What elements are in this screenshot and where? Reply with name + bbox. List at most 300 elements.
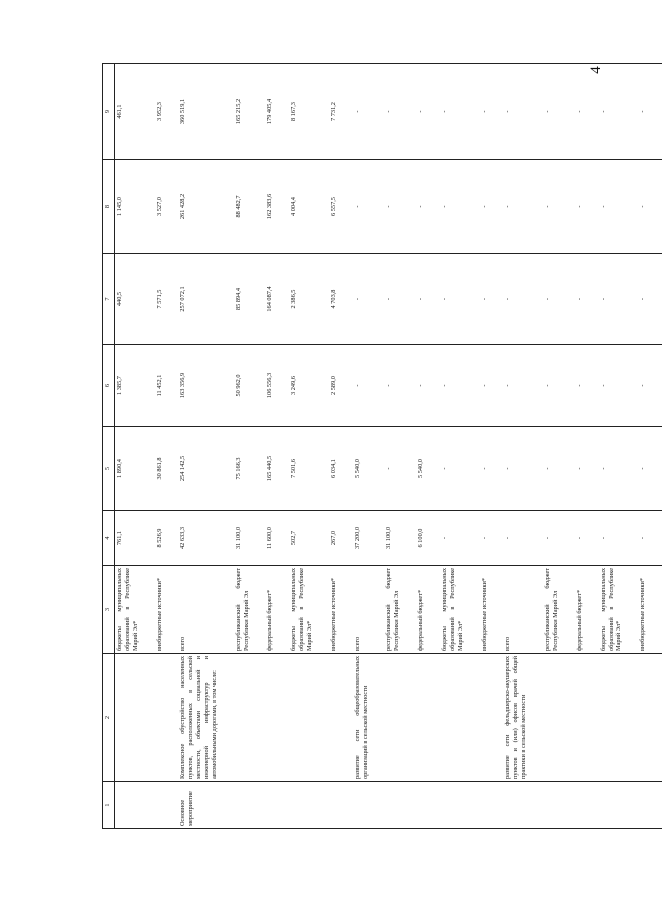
value-cell-col-8: - xyxy=(440,160,466,254)
spacer-cell xyxy=(426,160,440,254)
spacer-cell xyxy=(585,64,599,160)
value-cell-col-7: 257 072,1 xyxy=(178,254,219,345)
spacer-cell xyxy=(489,511,503,566)
page-number: 4 xyxy=(588,66,604,74)
table-row xyxy=(384,64,402,829)
value-cell-col-5: 165 440,5 xyxy=(265,427,275,511)
spacer-cell xyxy=(370,566,384,654)
row-event-name xyxy=(543,654,561,782)
spacer-cell xyxy=(426,654,440,782)
value-cell-col-9: - xyxy=(440,64,466,160)
row-event-name xyxy=(416,654,426,782)
value-cell-col-9: 8 167,3 xyxy=(289,64,315,160)
spacer-cell xyxy=(648,654,662,782)
value-cell-col-4: - xyxy=(503,511,529,566)
row-event-name: развитие сети общеобразовательных организаций в сельской местности xyxy=(353,654,371,782)
spacer-cell xyxy=(402,345,416,427)
value-cell-col-7: - xyxy=(543,254,561,345)
value-cell-col-8: 1 145,0 xyxy=(115,160,141,254)
value-cell-col-5: 7 501,6 xyxy=(289,427,315,511)
spacer-cell xyxy=(220,782,234,829)
spacer-cell xyxy=(426,566,440,654)
spacer-cell xyxy=(370,427,384,511)
spacer-cell xyxy=(339,160,353,254)
spacer-cell xyxy=(275,782,289,829)
value-cell-col-4: - xyxy=(599,511,625,566)
value-cell-col-6: 106 556,3 xyxy=(265,345,275,427)
row-category xyxy=(234,782,252,829)
rotated-table-container xyxy=(102,64,647,829)
value-cell-col-9: 360 519,1 xyxy=(178,64,219,160)
spacer-cell xyxy=(585,160,599,254)
value-cell-col-4: - xyxy=(575,511,585,566)
spacer-cell xyxy=(220,254,234,345)
value-cell-col-8: - xyxy=(353,160,371,254)
spacer-cell xyxy=(220,511,234,566)
spacer-cell xyxy=(402,254,416,345)
row-spacer xyxy=(251,64,265,829)
row-category xyxy=(329,782,339,829)
spacer-cell xyxy=(164,566,178,654)
row-funding-source: бюджеты муниципальных образований в Республике Марий Эл* xyxy=(440,566,466,654)
spacer-cell xyxy=(489,782,503,829)
value-cell-col-7: - xyxy=(575,254,585,345)
row-event-name xyxy=(329,654,339,782)
spacer-cell xyxy=(426,64,440,160)
spacer-cell xyxy=(370,654,384,782)
spacer-cell xyxy=(339,782,353,829)
row-funding-source: республиканский бюджет Республики Марий Эл xyxy=(384,566,402,654)
column-header-4: 4 xyxy=(103,511,115,566)
value-cell-col-7: 440,5 xyxy=(115,254,141,345)
row-funding-source: федеральный бюджет* xyxy=(265,566,275,654)
value-cell-col-6: - xyxy=(638,345,648,427)
spacer-cell xyxy=(585,254,599,345)
spacer-cell xyxy=(370,511,384,566)
row-spacer xyxy=(402,64,416,829)
value-cell-col-7: - xyxy=(353,254,371,345)
spacer-cell xyxy=(141,427,155,511)
spacer-cell xyxy=(529,160,543,254)
value-cell-col-6: - xyxy=(416,345,426,427)
value-cell-col-8: - xyxy=(416,160,426,254)
spacer-cell xyxy=(624,511,638,566)
row-spacer xyxy=(529,64,543,829)
spacer-cell xyxy=(489,427,503,511)
spacer-cell xyxy=(624,345,638,427)
spacer-cell xyxy=(466,427,480,511)
value-cell-col-8: - xyxy=(575,160,585,254)
row-funding-source: федеральный бюджет* xyxy=(416,566,426,654)
spacer-cell xyxy=(426,427,440,511)
row-event-name xyxy=(480,654,490,782)
value-cell-col-4: - xyxy=(638,511,648,566)
table-row xyxy=(543,64,561,829)
row-event-name xyxy=(575,654,585,782)
spacer-cell xyxy=(529,511,543,566)
value-cell-col-8: - xyxy=(384,160,402,254)
value-cell-col-6: - xyxy=(543,345,561,427)
value-cell-col-6: - xyxy=(503,345,529,427)
spacer-cell xyxy=(489,566,503,654)
value-cell-col-8: - xyxy=(638,160,648,254)
table-row xyxy=(575,64,585,829)
value-cell-col-5: 75 166,3 xyxy=(234,427,252,511)
row-category xyxy=(638,782,648,829)
value-cell-col-7: - xyxy=(440,254,466,345)
spacer-cell xyxy=(648,511,662,566)
value-cell-col-4: 6 100,0 xyxy=(416,511,426,566)
spacer-cell xyxy=(561,160,575,254)
spacer-cell xyxy=(624,254,638,345)
value-cell-col-5: 5 540,0 xyxy=(416,427,426,511)
table-row xyxy=(155,64,165,829)
spacer-cell xyxy=(624,782,638,829)
row-event-name xyxy=(234,654,252,782)
value-cell-col-5: - xyxy=(543,427,561,511)
row-spacer xyxy=(426,64,440,829)
value-cell-col-4: 502,7 xyxy=(289,511,315,566)
row-spacer xyxy=(370,64,384,829)
spacer-cell xyxy=(466,160,480,254)
spacer-cell xyxy=(275,64,289,160)
table-row xyxy=(416,64,426,829)
spacer-cell xyxy=(251,782,265,829)
spacer-cell xyxy=(339,511,353,566)
table-row xyxy=(234,64,252,829)
spacer-cell xyxy=(489,254,503,345)
column-header-6: 6 xyxy=(103,345,115,427)
value-cell-col-4: - xyxy=(543,511,561,566)
spacer-cell xyxy=(648,254,662,345)
spacer-cell xyxy=(426,345,440,427)
spacer-cell xyxy=(164,160,178,254)
value-cell-col-7: - xyxy=(384,254,402,345)
row-category xyxy=(440,782,466,829)
value-cell-col-9: - xyxy=(480,64,490,160)
value-cell-col-4: 11 600,0 xyxy=(265,511,275,566)
value-cell-col-8: 88 482,7 xyxy=(234,160,252,254)
spacer-cell xyxy=(164,345,178,427)
spacer-cell xyxy=(370,160,384,254)
value-cell-col-4: 8 526,9 xyxy=(155,511,165,566)
value-cell-col-6: 163 356,9 xyxy=(178,345,219,427)
row-event-name: развитие сети фельдшерско-акушерских пунктов и (или) офисов врачей общей практики в сельской местности xyxy=(503,654,529,782)
row-category xyxy=(353,782,371,829)
spacer-cell xyxy=(466,345,480,427)
value-cell-col-9: 3 952,3 xyxy=(155,64,165,160)
row-event-name xyxy=(384,654,402,782)
row-category xyxy=(289,782,315,829)
value-cell-col-5: - xyxy=(384,427,402,511)
spacer-cell xyxy=(402,511,416,566)
value-cell-col-6: - xyxy=(599,345,625,427)
value-cell-col-7: - xyxy=(638,254,648,345)
spacer-cell xyxy=(164,511,178,566)
row-spacer xyxy=(585,64,599,829)
value-cell-col-9: 179 405,4 xyxy=(265,64,275,160)
row-event-name xyxy=(638,654,648,782)
spacer-cell xyxy=(585,427,599,511)
value-cell-col-8: 4 004,4 xyxy=(289,160,315,254)
value-cell-col-6: 50 962,0 xyxy=(234,345,252,427)
table-row xyxy=(440,64,466,829)
spacer-cell xyxy=(251,160,265,254)
row-funding-source: всего xyxy=(178,566,219,654)
spacer-cell xyxy=(466,782,480,829)
row-spacer xyxy=(220,64,234,829)
spacer-cell xyxy=(141,654,155,782)
value-cell-col-6: 3 249,6 xyxy=(289,345,315,427)
row-funding-source: республиканский бюджет Республики Марий Эл xyxy=(543,566,561,654)
spacer-cell xyxy=(585,782,599,829)
spacer-cell xyxy=(315,254,329,345)
value-cell-col-5: - xyxy=(480,427,490,511)
row-funding-source: бюджеты муниципальных образований в Республике Марий Эл* xyxy=(599,566,625,654)
value-cell-col-8: 261 428,2 xyxy=(178,160,219,254)
table-body xyxy=(115,64,662,829)
row-category xyxy=(265,782,275,829)
value-cell-col-4: 31 100,0 xyxy=(384,511,402,566)
spacer-cell xyxy=(624,160,638,254)
spacer-cell xyxy=(164,254,178,345)
spacer-cell xyxy=(339,64,353,160)
spacer-cell xyxy=(339,427,353,511)
spacer-cell xyxy=(141,160,155,254)
spacer-cell xyxy=(275,566,289,654)
spacer-cell xyxy=(141,566,155,654)
value-cell-col-7: - xyxy=(503,254,529,345)
spacer-cell xyxy=(624,566,638,654)
table-row xyxy=(289,64,315,829)
spacer-cell xyxy=(339,345,353,427)
value-cell-col-7: - xyxy=(480,254,490,345)
spacer-cell xyxy=(141,64,155,160)
value-cell-col-8: - xyxy=(503,160,529,254)
value-cell-col-9: 165 215,2 xyxy=(234,64,252,160)
spacer-cell xyxy=(251,427,265,511)
row-spacer xyxy=(466,64,480,829)
row-funding-source: внебюджетные источники* xyxy=(155,566,165,654)
spacer-cell xyxy=(489,64,503,160)
value-cell-col-9: 461,1 xyxy=(115,64,141,160)
spacer-cell xyxy=(489,345,503,427)
spacer-cell xyxy=(426,511,440,566)
spacer-cell xyxy=(315,654,329,782)
row-event-name xyxy=(155,654,165,782)
spacer-cell xyxy=(466,511,480,566)
spacer-cell xyxy=(164,427,178,511)
spacer-cell xyxy=(402,654,416,782)
value-cell-col-7: 2 386,5 xyxy=(289,254,315,345)
value-cell-col-6: 11 452,1 xyxy=(155,345,165,427)
row-category xyxy=(543,782,561,829)
row-funding-source: бюджеты муниципальных образований в Республике Марий Эл* xyxy=(289,566,315,654)
value-cell-col-9: - xyxy=(353,64,371,160)
value-cell-col-6: - xyxy=(575,345,585,427)
spacer-cell xyxy=(426,782,440,829)
value-cell-col-4: - xyxy=(480,511,490,566)
spacer-cell xyxy=(164,654,178,782)
spacer-cell xyxy=(648,160,662,254)
row-funding-source: всего xyxy=(503,566,529,654)
table-row xyxy=(599,64,625,829)
spacer-cell xyxy=(529,64,543,160)
value-cell-col-5: 254 142,5 xyxy=(178,427,219,511)
row-event-name xyxy=(289,654,315,782)
value-cell-col-6: 2 589,0 xyxy=(329,345,339,427)
spacer-cell xyxy=(624,427,638,511)
row-event-name: Комплексное обустройство населенных пунктов, расположенных в сельской местности, объектами социальной и инженерной инфраструктур и автомобильными дорогами, в том числе: xyxy=(178,654,219,782)
row-event-name xyxy=(440,654,466,782)
table-row xyxy=(480,64,490,829)
spacer-cell xyxy=(585,511,599,566)
spacer-cell xyxy=(275,254,289,345)
row-spacer xyxy=(648,64,662,829)
header-row xyxy=(103,64,115,829)
column-header-2: 2 xyxy=(103,654,115,782)
spacer-cell xyxy=(370,345,384,427)
spacer-cell xyxy=(220,427,234,511)
value-cell-col-9: - xyxy=(599,64,625,160)
column-header-1: 1 xyxy=(103,782,115,829)
row-spacer xyxy=(339,64,353,829)
budget-table xyxy=(102,63,662,829)
spacer-cell xyxy=(370,254,384,345)
value-cell-col-7: - xyxy=(416,254,426,345)
spacer-cell xyxy=(585,654,599,782)
spacer-cell xyxy=(648,782,662,829)
row-category xyxy=(416,782,426,829)
spacer-cell xyxy=(561,254,575,345)
column-header-7: 7 xyxy=(103,254,115,345)
spacer-cell xyxy=(402,64,416,160)
spacer-cell xyxy=(561,782,575,829)
spacer-cell xyxy=(466,64,480,160)
spacer-cell xyxy=(141,782,155,829)
spacer-cell xyxy=(315,345,329,427)
row-event-name xyxy=(265,654,275,782)
row-category xyxy=(575,782,585,829)
spacer-cell xyxy=(402,160,416,254)
spacer-cell xyxy=(624,64,638,160)
value-cell-col-6: - xyxy=(480,345,490,427)
spacer-cell xyxy=(466,566,480,654)
spacer-cell xyxy=(141,511,155,566)
spacer-cell xyxy=(275,160,289,254)
spacer-cell xyxy=(315,427,329,511)
spacer-cell xyxy=(251,254,265,345)
spacer-cell xyxy=(220,160,234,254)
value-cell-col-6: - xyxy=(353,345,371,427)
value-cell-col-8: - xyxy=(543,160,561,254)
row-funding-source: внебюджетные источники* xyxy=(329,566,339,654)
spacer-cell xyxy=(275,427,289,511)
row-category xyxy=(384,782,402,829)
spacer-cell xyxy=(275,654,289,782)
spacer-cell xyxy=(339,566,353,654)
value-cell-col-9: - xyxy=(638,64,648,160)
spacer-cell xyxy=(141,254,155,345)
row-spacer xyxy=(561,64,575,829)
row-event-name xyxy=(115,654,141,782)
spacer-cell xyxy=(164,64,178,160)
spacer-cell xyxy=(370,64,384,160)
spacer-cell xyxy=(466,654,480,782)
value-cell-col-7: 4 703,8 xyxy=(329,254,339,345)
row-spacer xyxy=(164,64,178,829)
value-cell-col-5: 5 540,0 xyxy=(353,427,371,511)
spacer-cell xyxy=(251,511,265,566)
row-category xyxy=(503,782,529,829)
spacer-cell xyxy=(561,427,575,511)
table-row xyxy=(329,64,339,829)
row-spacer xyxy=(489,64,503,829)
value-cell-col-8: - xyxy=(599,160,625,254)
spacer-cell xyxy=(624,654,638,782)
spacer-cell xyxy=(402,782,416,829)
value-cell-col-5: - xyxy=(440,427,466,511)
value-cell-col-9: - xyxy=(575,64,585,160)
spacer-cell xyxy=(339,254,353,345)
spacer-cell xyxy=(561,511,575,566)
spacer-cell xyxy=(251,566,265,654)
spacer-cell xyxy=(141,345,155,427)
row-spacer xyxy=(275,64,289,829)
value-cell-col-4: 42 633,3 xyxy=(178,511,219,566)
spacer-cell xyxy=(315,160,329,254)
spacer-cell xyxy=(220,654,234,782)
value-cell-col-4: 761,1 xyxy=(115,511,141,566)
row-category xyxy=(599,782,625,829)
spacer-cell xyxy=(489,160,503,254)
value-cell-col-6: - xyxy=(440,345,466,427)
value-cell-col-7: 85 894,4 xyxy=(234,254,252,345)
row-category xyxy=(480,782,490,829)
spacer-cell xyxy=(315,64,329,160)
spacer-cell xyxy=(315,566,329,654)
value-cell-col-8: - xyxy=(480,160,490,254)
column-header-3: 3 xyxy=(103,566,115,654)
row-spacer xyxy=(624,64,638,829)
spacer-cell xyxy=(648,64,662,160)
row-funding-source: федеральный бюджет* xyxy=(575,566,585,654)
spacer-cell xyxy=(529,254,543,345)
spacer-cell xyxy=(315,511,329,566)
row-event-name xyxy=(599,654,625,782)
spacer-cell xyxy=(648,566,662,654)
value-cell-col-6: - xyxy=(384,345,402,427)
spacer-cell xyxy=(370,782,384,829)
value-cell-col-8: 3 527,0 xyxy=(155,160,165,254)
spacer-cell xyxy=(220,64,234,160)
row-funding-source: бюджеты муниципальных образований в Республике Марий Эл* xyxy=(115,566,141,654)
value-cell-col-7: - xyxy=(599,254,625,345)
value-cell-col-9: - xyxy=(416,64,426,160)
spacer-cell xyxy=(489,654,503,782)
value-cell-col-9: - xyxy=(503,64,529,160)
value-cell-col-4: - xyxy=(440,511,466,566)
column-header-9: 9 xyxy=(103,64,115,160)
column-header-8: 8 xyxy=(103,160,115,254)
spacer-cell xyxy=(529,345,543,427)
value-cell-col-6: 1 385,7 xyxy=(115,345,141,427)
spacer-cell xyxy=(529,566,543,654)
row-funding-source: всего xyxy=(353,566,371,654)
row-category xyxy=(115,782,141,829)
spacer-cell xyxy=(402,566,416,654)
table-row xyxy=(115,64,141,829)
